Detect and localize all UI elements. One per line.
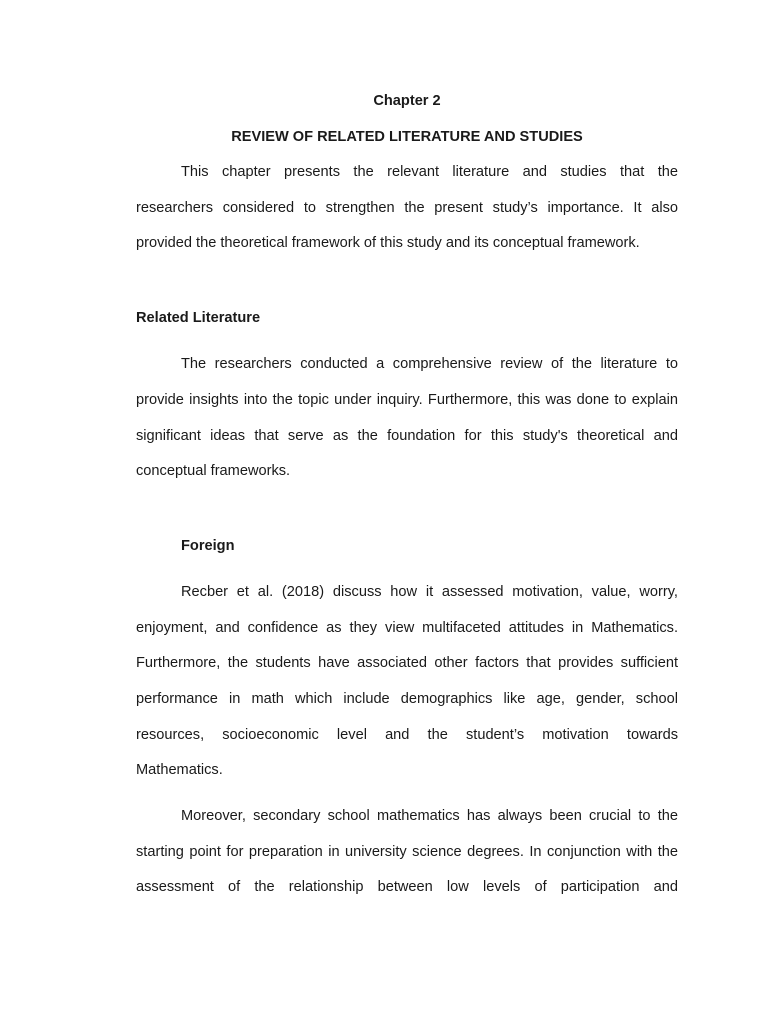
foreign-paragraph-line: starting point for preparation in university science degrees. In conjunction with the xyxy=(136,844,678,860)
foreign-paragraph-line: Recber et al. (2018) discuss how it assessed motivation, value, worry, xyxy=(181,584,678,600)
chapter-title: REVIEW OF RELATED LITERATURE AND STUDIES xyxy=(231,129,583,145)
foreign-paragraph-line: Moreover, secondary school mathematics has always been crucial to the xyxy=(181,808,678,824)
foreign-paragraph-line: resources, socioeconomic level and the student’s motivation towards xyxy=(136,727,678,743)
foreign-paragraph-line: enjoyment, and confidence as they view multifaceted attitudes in Mathematics. xyxy=(136,620,678,636)
related-literature-line: conceptual frameworks. xyxy=(136,463,291,479)
foreign-paragraph-line: assessment of the relationship between low levels of participation and xyxy=(136,879,678,895)
foreign-paragraph-line: performance in math which include demographics like age, gender, school xyxy=(136,691,678,707)
foreign-paragraph-line: Furthermore, the students have associated other factors that provides sufficient xyxy=(136,655,678,671)
related-literature-line: The researchers conducted a comprehensive review of the literature to xyxy=(181,356,678,372)
chapter-number: Chapter 2 xyxy=(373,93,441,109)
intro-line: provided the theoretical framework of this study and its conceptual framework. xyxy=(136,235,640,251)
foreign-heading: Foreign xyxy=(181,538,235,554)
intro-line: This chapter presents the relevant literature and studies that the xyxy=(181,164,678,180)
foreign-paragraph-line: Mathematics. xyxy=(136,762,223,778)
related-literature-line: significant ideas that serve as the foundation for this study's theoretical and xyxy=(136,428,678,444)
related-literature-line: provide insights into the topic under inquiry. Furthermore, this was done to explain xyxy=(136,392,678,408)
intro-line: researchers considered to strengthen the present study’s importance. It also xyxy=(136,200,678,216)
related-literature-heading: Related Literature xyxy=(136,310,261,326)
